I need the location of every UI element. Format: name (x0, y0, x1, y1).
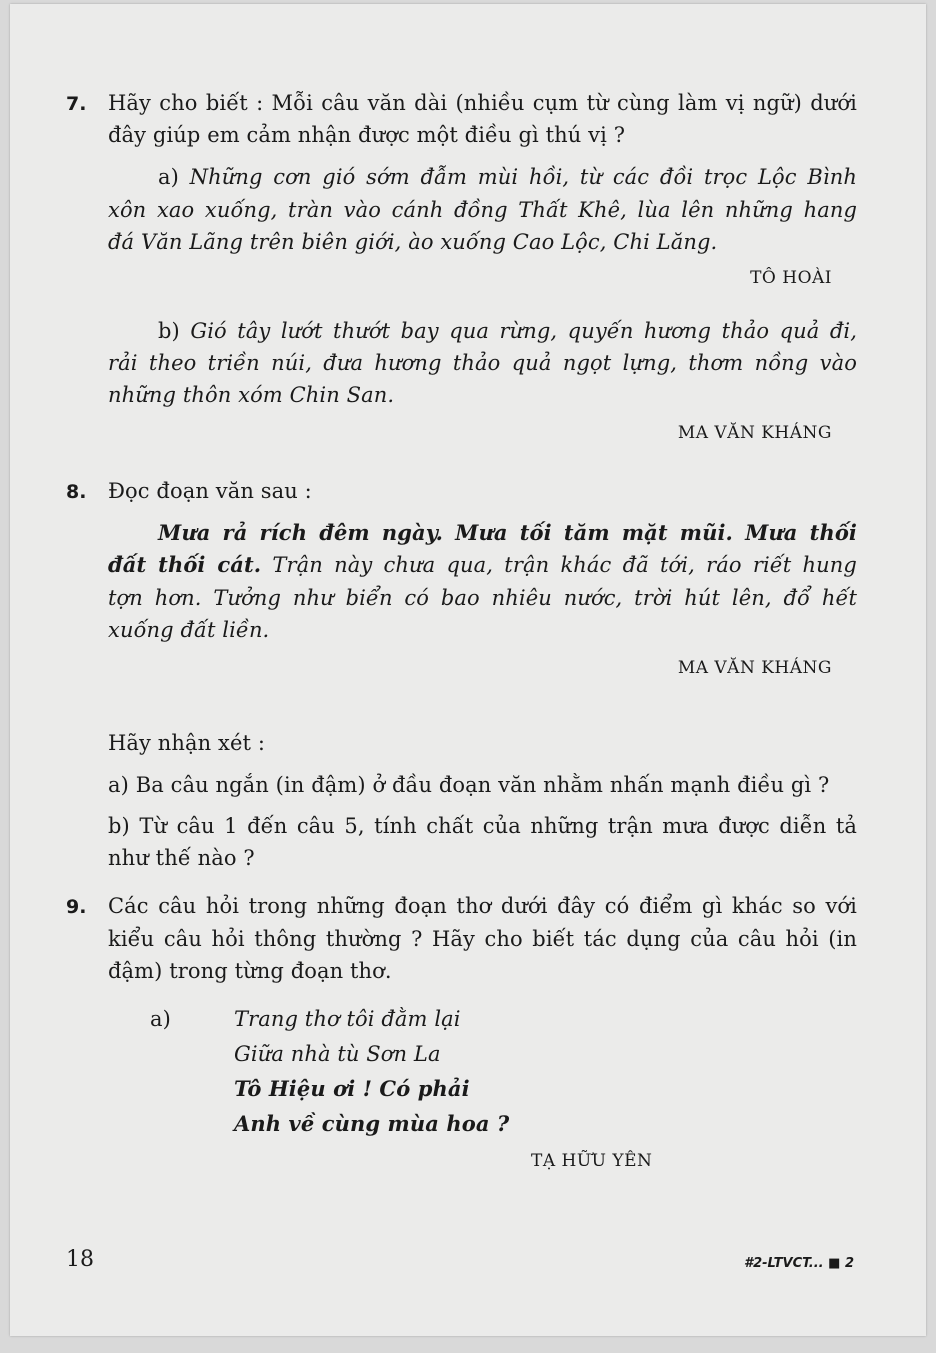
q7b-line-1 (158, 315, 857, 347)
q8-remark: Hãy nhận xét : (108, 731, 266, 755)
q8-passage-line-3: tợn hơn. Tưởng như biển có bao nhiêu nước, trời hút lên, đổ hết (108, 586, 857, 610)
q9-poem-line-3: Tô Hiệu ơi ! Có phải (234, 1076, 470, 1101)
q9-prompt-line-2: kiểu câu hỏi thông thường ? Hãy cho biết tác dụng của câu hỏi (in (108, 927, 857, 951)
q7a-line-1 (158, 161, 857, 193)
question-9-number: 9. (66, 896, 87, 918)
q8-passage-text-2: Trận này chưa qua, trận khác đã tới, ráo riết hung (261, 553, 857, 577)
q7a-author: TÔ HOÀI (750, 268, 832, 288)
q7b-line-3: những thôn xóm Chin San. (108, 383, 395, 407)
q8-passage-line-2 (108, 549, 857, 581)
q8-question-b-line-1: b) Từ câu 1 đến câu 5, tính chất của những trận mưa được diễn tả (108, 814, 857, 838)
q8-prompt: Đọc đoạn văn sau : (108, 479, 312, 503)
print-signature-code: #2-LTVCT... ■ 2 (744, 1256, 854, 1271)
q8-question-b-line-2: như thế nào ? (108, 846, 255, 870)
q7b-line-2: rải theo triền núi, đưa hương thảo quả ngọt lựng, thơm nồng vào (108, 351, 857, 375)
q9-prompt-line-1: Các câu hỏi trong những đoạn thơ dưới đây có điểm gì khác so với (108, 894, 857, 918)
q9-poem-line-2: Giữa nhà tù Sơn La (234, 1042, 441, 1066)
q7b-label: b) (158, 319, 191, 343)
q7b-text-1: Gió tây lướt thướt bay qua rừng, quyến hương thảo quả đi, (190, 319, 857, 343)
q7a-text-1: Những cơn gió sớm đẫm mùi hồi, từ các đồi trọc Lộc Bình (189, 165, 857, 189)
q9-author: TẠ HỮU YÊN (531, 1151, 653, 1171)
q8-author: MA VĂN KHÁNG (677, 658, 832, 678)
q8-passage-line-4: xuống đất liền. (108, 618, 270, 642)
q9a-label: a) (150, 1007, 171, 1031)
question-7-number: 7. (66, 93, 87, 115)
q9-prompt-line-3: đậm) trong từng đoạn thơ. (108, 959, 392, 983)
q8-question-a: a) Ba câu ngắn (in đậm) ở đầu đoạn văn nhằm nhấn mạnh điều gì ? (108, 773, 830, 797)
q7a-line-2: xôn xao xuống, tràn vào cánh đồng Thất Khê, lùa lên những hang (108, 198, 857, 222)
q7a-label: a) (158, 165, 190, 189)
q8-passage-bold-2: đất thối cát. (108, 552, 262, 577)
q9-poem-line-4: Anh về cùng mùa hoa ? (234, 1111, 510, 1136)
question-8-number: 8. (66, 481, 87, 503)
q9-poem-line-1: Trang thơ tôi đằm lại (234, 1007, 461, 1031)
q8-passage-line-1: Mưa rả rích đêm ngày. Mưa tối tăm mặt mũi. Mưa thối (158, 520, 857, 545)
q7-prompt-line-2: đây giúp em cảm nhận được một điều gì thú vị ? (108, 123, 626, 147)
page-number: 18 (66, 1247, 94, 1272)
q7-prompt-line-1: Hãy cho biết : Mỗi câu văn dài (nhiều cụm từ cùng làm vị ngữ) dưới (108, 91, 857, 115)
q7a-line-3: đá Văn Lãng trên biên giới, ào xuống Cao Lộc, Chi Lăng. (108, 230, 718, 254)
textbook-page (10, 4, 926, 1336)
q7b-author: MA VĂN KHÁNG (677, 423, 832, 443)
